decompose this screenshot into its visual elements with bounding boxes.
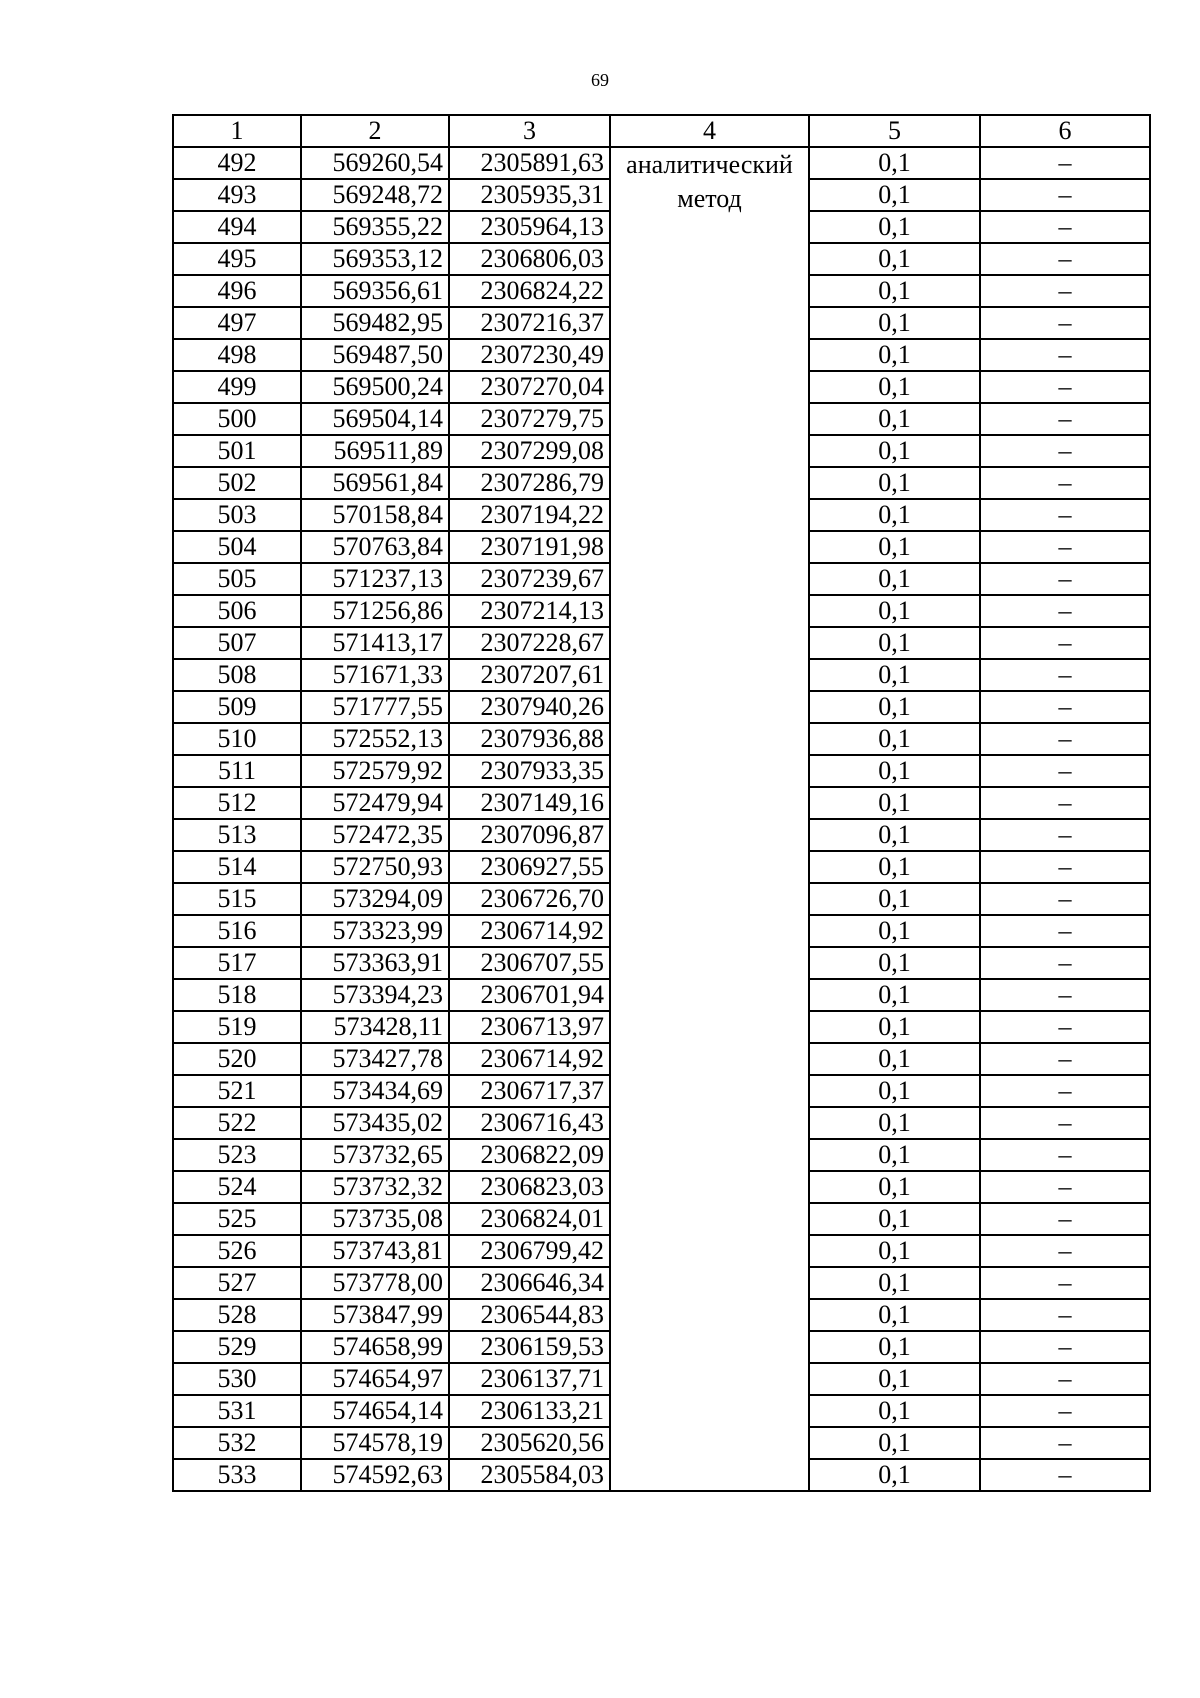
point-number-cell: 511 xyxy=(173,755,301,787)
page-number: 69 xyxy=(591,70,609,90)
x-coordinate-cell: 569511,89 xyxy=(301,435,449,467)
note-cell: – xyxy=(980,211,1150,243)
y-coordinate-cell: 2306701,94 xyxy=(449,979,610,1011)
point-number-cell: 526 xyxy=(173,1235,301,1267)
note-cell: – xyxy=(980,1043,1150,1075)
accuracy-cell: 0,1 xyxy=(809,659,980,691)
y-coordinate-cell: 2305584,03 xyxy=(449,1459,610,1491)
point-number-cell: 532 xyxy=(173,1427,301,1459)
accuracy-cell: 0,1 xyxy=(809,1075,980,1107)
point-number-cell: 499 xyxy=(173,371,301,403)
accuracy-cell: 0,1 xyxy=(809,147,980,179)
point-number-cell: 530 xyxy=(173,1363,301,1395)
header-cell: 1 xyxy=(173,115,301,147)
accuracy-cell: 0,1 xyxy=(809,979,980,1011)
x-coordinate-cell: 572750,93 xyxy=(301,851,449,883)
table-header-row xyxy=(173,115,1150,147)
point-number-cell: 533 xyxy=(173,1459,301,1491)
x-coordinate-cell: 570158,84 xyxy=(301,499,449,531)
point-number-cell: 519 xyxy=(173,1011,301,1043)
note-cell: – xyxy=(980,723,1150,755)
y-coordinate-cell: 2307207,61 xyxy=(449,659,610,691)
x-coordinate-cell: 573427,78 xyxy=(301,1043,449,1075)
y-coordinate-cell: 2306927,55 xyxy=(449,851,610,883)
accuracy-cell: 0,1 xyxy=(809,1299,980,1331)
y-coordinate-cell: 2306824,22 xyxy=(449,275,610,307)
note-cell: – xyxy=(980,1267,1150,1299)
y-coordinate-cell: 2307936,88 xyxy=(449,723,610,755)
note-cell: – xyxy=(980,467,1150,499)
x-coordinate-cell: 572479,94 xyxy=(301,787,449,819)
note-cell: – xyxy=(980,1139,1150,1171)
point-number-cell: 529 xyxy=(173,1331,301,1363)
accuracy-cell: 0,1 xyxy=(809,1107,980,1139)
accuracy-cell: 0,1 xyxy=(809,307,980,339)
point-number-cell: 521 xyxy=(173,1075,301,1107)
point-number-cell: 523 xyxy=(173,1139,301,1171)
y-coordinate-cell: 2306716,43 xyxy=(449,1107,610,1139)
note-cell: – xyxy=(980,1299,1150,1331)
y-coordinate-cell: 2306713,97 xyxy=(449,1011,610,1043)
note-cell: – xyxy=(980,1203,1150,1235)
y-coordinate-cell: 2307933,35 xyxy=(449,755,610,787)
header-cell: 2 xyxy=(301,115,449,147)
y-coordinate-cell: 2307149,16 xyxy=(449,787,610,819)
x-coordinate-cell: 573732,32 xyxy=(301,1171,449,1203)
accuracy-cell: 0,1 xyxy=(809,1235,980,1267)
x-coordinate-cell: 569260,54 xyxy=(301,147,449,179)
x-coordinate-cell: 569356,61 xyxy=(301,275,449,307)
accuracy-cell: 0,1 xyxy=(809,851,980,883)
x-coordinate-cell: 569482,95 xyxy=(301,307,449,339)
accuracy-cell: 0,1 xyxy=(809,1171,980,1203)
x-coordinate-cell: 569504,14 xyxy=(301,403,449,435)
header-cell: 3 xyxy=(449,115,610,147)
note-cell: – xyxy=(980,1395,1150,1427)
point-number-cell: 494 xyxy=(173,211,301,243)
x-coordinate-cell: 572552,13 xyxy=(301,723,449,755)
x-coordinate-cell: 573434,69 xyxy=(301,1075,449,1107)
y-coordinate-cell: 2306714,92 xyxy=(449,1043,610,1075)
y-coordinate-cell: 2307230,49 xyxy=(449,339,610,371)
note-cell: – xyxy=(980,883,1150,915)
x-coordinate-cell: 573735,08 xyxy=(301,1203,449,1235)
header-cell: 5 xyxy=(809,115,980,147)
accuracy-cell: 0,1 xyxy=(809,915,980,947)
y-coordinate-cell: 2305891,63 xyxy=(449,147,610,179)
accuracy-cell: 0,1 xyxy=(809,1203,980,1235)
y-coordinate-cell: 2306726,70 xyxy=(449,883,610,915)
accuracy-cell: 0,1 xyxy=(809,1011,980,1043)
point-number-cell: 493 xyxy=(173,179,301,211)
point-number-cell: 504 xyxy=(173,531,301,563)
accuracy-cell: 0,1 xyxy=(809,627,980,659)
point-number-cell: 528 xyxy=(173,1299,301,1331)
accuracy-cell: 0,1 xyxy=(809,499,980,531)
y-coordinate-cell: 2307239,67 xyxy=(449,563,610,595)
point-number-cell: 509 xyxy=(173,691,301,723)
accuracy-cell: 0,1 xyxy=(809,819,980,851)
y-coordinate-cell: 2305964,13 xyxy=(449,211,610,243)
note-cell: – xyxy=(980,787,1150,819)
accuracy-cell: 0,1 xyxy=(809,1139,980,1171)
note-cell: – xyxy=(980,147,1150,179)
note-cell: – xyxy=(980,435,1150,467)
point-number-cell: 507 xyxy=(173,627,301,659)
note-cell: – xyxy=(980,1171,1150,1203)
x-coordinate-cell: 571256,86 xyxy=(301,595,449,627)
accuracy-cell: 0,1 xyxy=(809,371,980,403)
x-coordinate-cell: 573428,11 xyxy=(301,1011,449,1043)
point-number-cell: 522 xyxy=(173,1107,301,1139)
y-coordinate-cell: 2306544,83 xyxy=(449,1299,610,1331)
accuracy-cell: 0,1 xyxy=(809,467,980,499)
y-coordinate-cell: 2306823,03 xyxy=(449,1171,610,1203)
accuracy-cell: 0,1 xyxy=(809,403,980,435)
note-cell: – xyxy=(980,339,1150,371)
header-cell: 6 xyxy=(980,115,1150,147)
x-coordinate-cell: 571671,33 xyxy=(301,659,449,691)
accuracy-cell: 0,1 xyxy=(809,435,980,467)
method-line-2: метод xyxy=(677,184,742,213)
accuracy-cell: 0,1 xyxy=(809,1043,980,1075)
accuracy-cell: 0,1 xyxy=(809,595,980,627)
y-coordinate-cell: 2306133,21 xyxy=(449,1395,610,1427)
x-coordinate-cell: 571237,13 xyxy=(301,563,449,595)
x-coordinate-cell: 571777,55 xyxy=(301,691,449,723)
accuracy-cell: 0,1 xyxy=(809,1427,980,1459)
note-cell: – xyxy=(980,1363,1150,1395)
note-cell: – xyxy=(980,563,1150,595)
y-coordinate-cell: 2306159,53 xyxy=(449,1331,610,1363)
accuracy-cell: 0,1 xyxy=(809,211,980,243)
y-coordinate-cell: 2306646,34 xyxy=(449,1267,610,1299)
point-number-cell: 517 xyxy=(173,947,301,979)
note-cell: – xyxy=(980,691,1150,723)
x-coordinate-cell: 571413,17 xyxy=(301,627,449,659)
x-coordinate-cell: 573294,09 xyxy=(301,883,449,915)
x-coordinate-cell: 569355,22 xyxy=(301,211,449,243)
x-coordinate-cell: 574592,63 xyxy=(301,1459,449,1491)
point-number-cell: 492 xyxy=(173,147,301,179)
y-coordinate-cell: 2306806,03 xyxy=(449,243,610,275)
accuracy-cell: 0,1 xyxy=(809,1267,980,1299)
point-number-cell: 501 xyxy=(173,435,301,467)
x-coordinate-cell: 572472,35 xyxy=(301,819,449,851)
accuracy-cell: 0,1 xyxy=(809,755,980,787)
note-cell: – xyxy=(980,947,1150,979)
note-cell: – xyxy=(980,595,1150,627)
point-number-cell: 496 xyxy=(173,275,301,307)
y-coordinate-cell: 2307270,04 xyxy=(449,371,610,403)
note-cell: – xyxy=(980,627,1150,659)
x-coordinate-cell: 573435,02 xyxy=(301,1107,449,1139)
x-coordinate-cell: 569561,84 xyxy=(301,467,449,499)
note-cell: – xyxy=(980,1427,1150,1459)
note-cell: – xyxy=(980,915,1150,947)
accuracy-cell: 0,1 xyxy=(809,1459,980,1491)
x-coordinate-cell: 574578,19 xyxy=(301,1427,449,1459)
note-cell: – xyxy=(980,819,1150,851)
note-cell: – xyxy=(980,851,1150,883)
x-coordinate-cell: 573323,99 xyxy=(301,915,449,947)
point-number-cell: 516 xyxy=(173,915,301,947)
note-cell: – xyxy=(980,531,1150,563)
point-number-cell: 524 xyxy=(173,1171,301,1203)
note-cell: – xyxy=(980,1459,1150,1491)
point-number-cell: 495 xyxy=(173,243,301,275)
x-coordinate-cell: 569353,12 xyxy=(301,243,449,275)
note-cell: – xyxy=(980,659,1150,691)
point-number-cell: 502 xyxy=(173,467,301,499)
y-coordinate-cell: 2306714,92 xyxy=(449,915,610,947)
x-coordinate-cell: 573778,00 xyxy=(301,1267,449,1299)
table-row xyxy=(173,147,1150,179)
point-number-cell: 531 xyxy=(173,1395,301,1427)
point-number-cell: 500 xyxy=(173,403,301,435)
accuracy-cell: 0,1 xyxy=(809,883,980,915)
y-coordinate-cell: 2306824,01 xyxy=(449,1203,610,1235)
x-coordinate-cell: 574658,99 xyxy=(301,1331,449,1363)
point-number-cell: 518 xyxy=(173,979,301,1011)
accuracy-cell: 0,1 xyxy=(809,691,980,723)
point-number-cell: 513 xyxy=(173,819,301,851)
x-coordinate-cell: 573394,23 xyxy=(301,979,449,1011)
x-coordinate-cell: 574654,97 xyxy=(301,1363,449,1395)
y-coordinate-cell: 2307191,98 xyxy=(449,531,610,563)
point-number-cell: 503 xyxy=(173,499,301,531)
y-coordinate-cell: 2307216,37 xyxy=(449,307,610,339)
y-coordinate-cell: 2306717,37 xyxy=(449,1075,610,1107)
note-cell: – xyxy=(980,371,1150,403)
accuracy-cell: 0,1 xyxy=(809,531,980,563)
note-cell: – xyxy=(980,1331,1150,1363)
point-number-cell: 512 xyxy=(173,787,301,819)
note-cell: – xyxy=(980,1011,1150,1043)
point-number-cell: 510 xyxy=(173,723,301,755)
point-number-cell: 506 xyxy=(173,595,301,627)
y-coordinate-cell: 2306799,42 xyxy=(449,1235,610,1267)
x-coordinate-cell: 569487,50 xyxy=(301,339,449,371)
note-cell: – xyxy=(980,1235,1150,1267)
point-number-cell: 497 xyxy=(173,307,301,339)
point-number-cell: 505 xyxy=(173,563,301,595)
x-coordinate-cell: 569500,24 xyxy=(301,371,449,403)
accuracy-cell: 0,1 xyxy=(809,243,980,275)
y-coordinate-cell: 2306137,71 xyxy=(449,1363,610,1395)
method-line-1: аналитический xyxy=(626,150,793,179)
y-coordinate-cell: 2307299,08 xyxy=(449,435,610,467)
header-cell: 4 xyxy=(610,115,809,147)
x-coordinate-cell: 573743,81 xyxy=(301,1235,449,1267)
note-cell: – xyxy=(980,979,1150,1011)
x-coordinate-cell: 570763,84 xyxy=(301,531,449,563)
note-cell: – xyxy=(980,179,1150,211)
y-coordinate-cell: 2307228,67 xyxy=(449,627,610,659)
y-coordinate-cell: 2305620,56 xyxy=(449,1427,610,1459)
note-cell: – xyxy=(980,275,1150,307)
note-cell: – xyxy=(980,755,1150,787)
note-cell: – xyxy=(980,499,1150,531)
y-coordinate-cell: 2307940,26 xyxy=(449,691,610,723)
accuracy-cell: 0,1 xyxy=(809,787,980,819)
accuracy-cell: 0,1 xyxy=(809,723,980,755)
point-number-cell: 508 xyxy=(173,659,301,691)
table-body xyxy=(173,147,1150,1491)
y-coordinate-cell: 2307279,75 xyxy=(449,403,610,435)
x-coordinate-cell: 572579,92 xyxy=(301,755,449,787)
accuracy-cell: 0,1 xyxy=(809,179,980,211)
accuracy-cell: 0,1 xyxy=(809,1395,980,1427)
method-cell xyxy=(610,147,809,1491)
x-coordinate-cell: 573363,91 xyxy=(301,947,449,979)
y-coordinate-cell: 2305935,31 xyxy=(449,179,610,211)
y-coordinate-cell: 2306707,55 xyxy=(449,947,610,979)
y-coordinate-cell: 2307286,79 xyxy=(449,467,610,499)
point-number-cell: 515 xyxy=(173,883,301,915)
point-number-cell: 498 xyxy=(173,339,301,371)
note-cell: – xyxy=(980,243,1150,275)
y-coordinate-cell: 2307214,13 xyxy=(449,595,610,627)
point-number-cell: 527 xyxy=(173,1267,301,1299)
point-number-cell: 514 xyxy=(173,851,301,883)
x-coordinate-cell: 569248,72 xyxy=(301,179,449,211)
note-cell: – xyxy=(980,403,1150,435)
accuracy-cell: 0,1 xyxy=(809,275,980,307)
note-cell: – xyxy=(980,1107,1150,1139)
point-number-cell: 525 xyxy=(173,1203,301,1235)
note-cell: – xyxy=(980,307,1150,339)
y-coordinate-cell: 2306822,09 xyxy=(449,1139,610,1171)
accuracy-cell: 0,1 xyxy=(809,947,980,979)
coordinates-table xyxy=(172,114,1151,1492)
accuracy-cell: 0,1 xyxy=(809,1331,980,1363)
y-coordinate-cell: 2307096,87 xyxy=(449,819,610,851)
y-coordinate-cell: 2307194,22 xyxy=(449,499,610,531)
x-coordinate-cell: 573847,99 xyxy=(301,1299,449,1331)
point-number-cell: 520 xyxy=(173,1043,301,1075)
accuracy-cell: 0,1 xyxy=(809,339,980,371)
accuracy-cell: 0,1 xyxy=(809,563,980,595)
accuracy-cell: 0,1 xyxy=(809,1363,980,1395)
x-coordinate-cell: 573732,65 xyxy=(301,1139,449,1171)
x-coordinate-cell: 574654,14 xyxy=(301,1395,449,1427)
note-cell: – xyxy=(980,1075,1150,1107)
